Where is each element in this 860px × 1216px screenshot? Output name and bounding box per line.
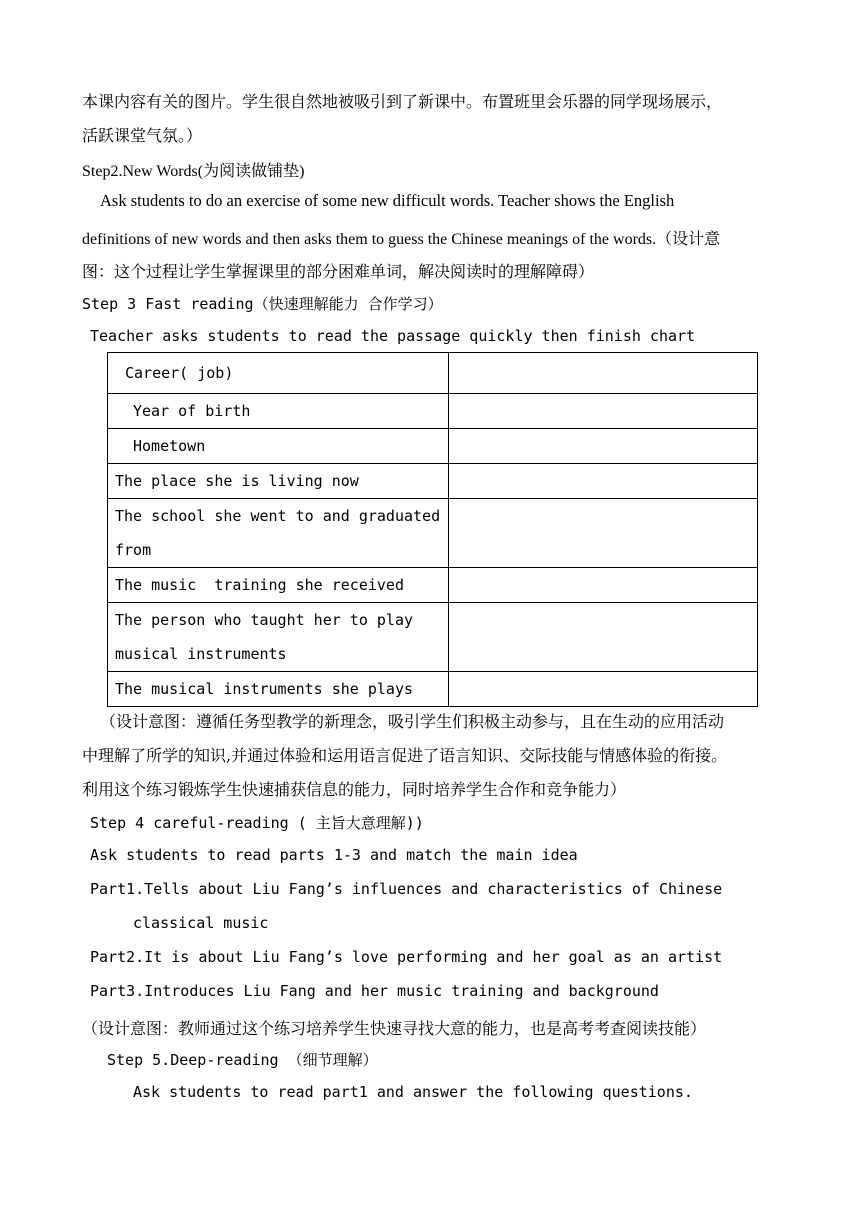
chart-label-teacher: The person who taught her to play musical instruments [108, 603, 449, 672]
table-row [108, 353, 758, 394]
fast-reading-chart [107, 352, 758, 707]
step3-instruction: Teacher asks students to read the passage quickly then finish chart [90, 327, 696, 345]
chart-label-school: The school she went to and graduated from [108, 499, 449, 568]
intro-line-1: 本课内容有关的图片。学生很自然地被吸引到了新课中。布置班里会乐器的同学现场展示， [82, 92, 723, 111]
chart-answer-cell[interactable] [449, 353, 758, 394]
chart-answer-cell[interactable] [449, 603, 758, 672]
chart-answer-cell[interactable] [449, 464, 758, 499]
part3-line: Part3.Introduces Liu Fang and her music training and background [90, 982, 659, 1000]
chart-answer-cell[interactable] [449, 672, 758, 707]
table-row [108, 499, 758, 568]
step2-line-2: definitions of new words and then asks them to guess the Chinese meanings of the words.（设计意 [82, 231, 721, 248]
step2-line-1: Ask students to do an exercise of some new difficult words. Teacher shows the English [100, 191, 675, 210]
chart-label-music-training: The music training she received [108, 568, 449, 603]
chart-answer-cell[interactable] [449, 394, 758, 429]
step2-line-3: 图：这个过程让学生掌握课里的部分困难单词，解决阅读时的理解障碍） [82, 262, 595, 281]
step3-design-line-1: （设计意图：遵循任务型教学的新理念，吸引学生们积极主动参与，且在生动的应用活动 [100, 712, 725, 731]
chart-label-instruments: The musical instruments she plays [108, 672, 449, 707]
step3-design-line-3: 利用这个练习锻炼学生快速捕获信息的能力，同时培养学生合作和竞争能力） [82, 780, 627, 799]
step4-design: （设计意图：教师通过这个练习培养学生快速寻找大意的能力，也是高考考查阅读技能） [82, 1019, 707, 1038]
part1-line-1: Part1.Tells about Liu Fang’s influences and characteristics of Chinese [90, 880, 723, 898]
table-row [108, 672, 758, 707]
chart-label-hometown: Hometown [108, 429, 449, 464]
chart-label-living-place: The place she is living now [108, 464, 449, 499]
step5-instruction: Ask students to read part1 and answer the following questions. [133, 1083, 693, 1101]
step3-heading: Step 3 Fast reading（快速理解能力 合作学习） [82, 295, 443, 313]
chart-label-career: Career( job) [108, 353, 449, 394]
table-row [108, 394, 758, 429]
table-row [108, 429, 758, 464]
intro-line-2: 活跃课堂气氛。） [82, 126, 203, 145]
step4-heading: Step 4 careful-reading ( 主旨大意理解)) [90, 814, 424, 832]
step5-heading: Step 5.Deep-reading （细节理解） [107, 1051, 378, 1069]
step4-instruction: Ask students to read parts 1-3 and match the main idea [90, 846, 578, 864]
step3-design-line-2: 中理解了所学的知识,并通过体验和运用语言促进了语言知识、交际技能与情感体验的衔接。 [82, 746, 728, 765]
table-row [108, 464, 758, 499]
chart-answer-cell[interactable] [449, 568, 758, 603]
chart-answer-cell[interactable] [449, 429, 758, 464]
part2-line: Part2.It is about Liu Fang’s love performing and her goal as an artist [90, 948, 723, 966]
part1-line-2: classical music [133, 914, 269, 932]
chart-label-year-of-birth: Year of birth [108, 394, 449, 429]
table-row [108, 603, 758, 672]
chart-answer-cell[interactable] [449, 499, 758, 568]
table-row [108, 568, 758, 603]
step2-heading: Step2.New Words(为阅读做铺垫) [82, 163, 305, 180]
